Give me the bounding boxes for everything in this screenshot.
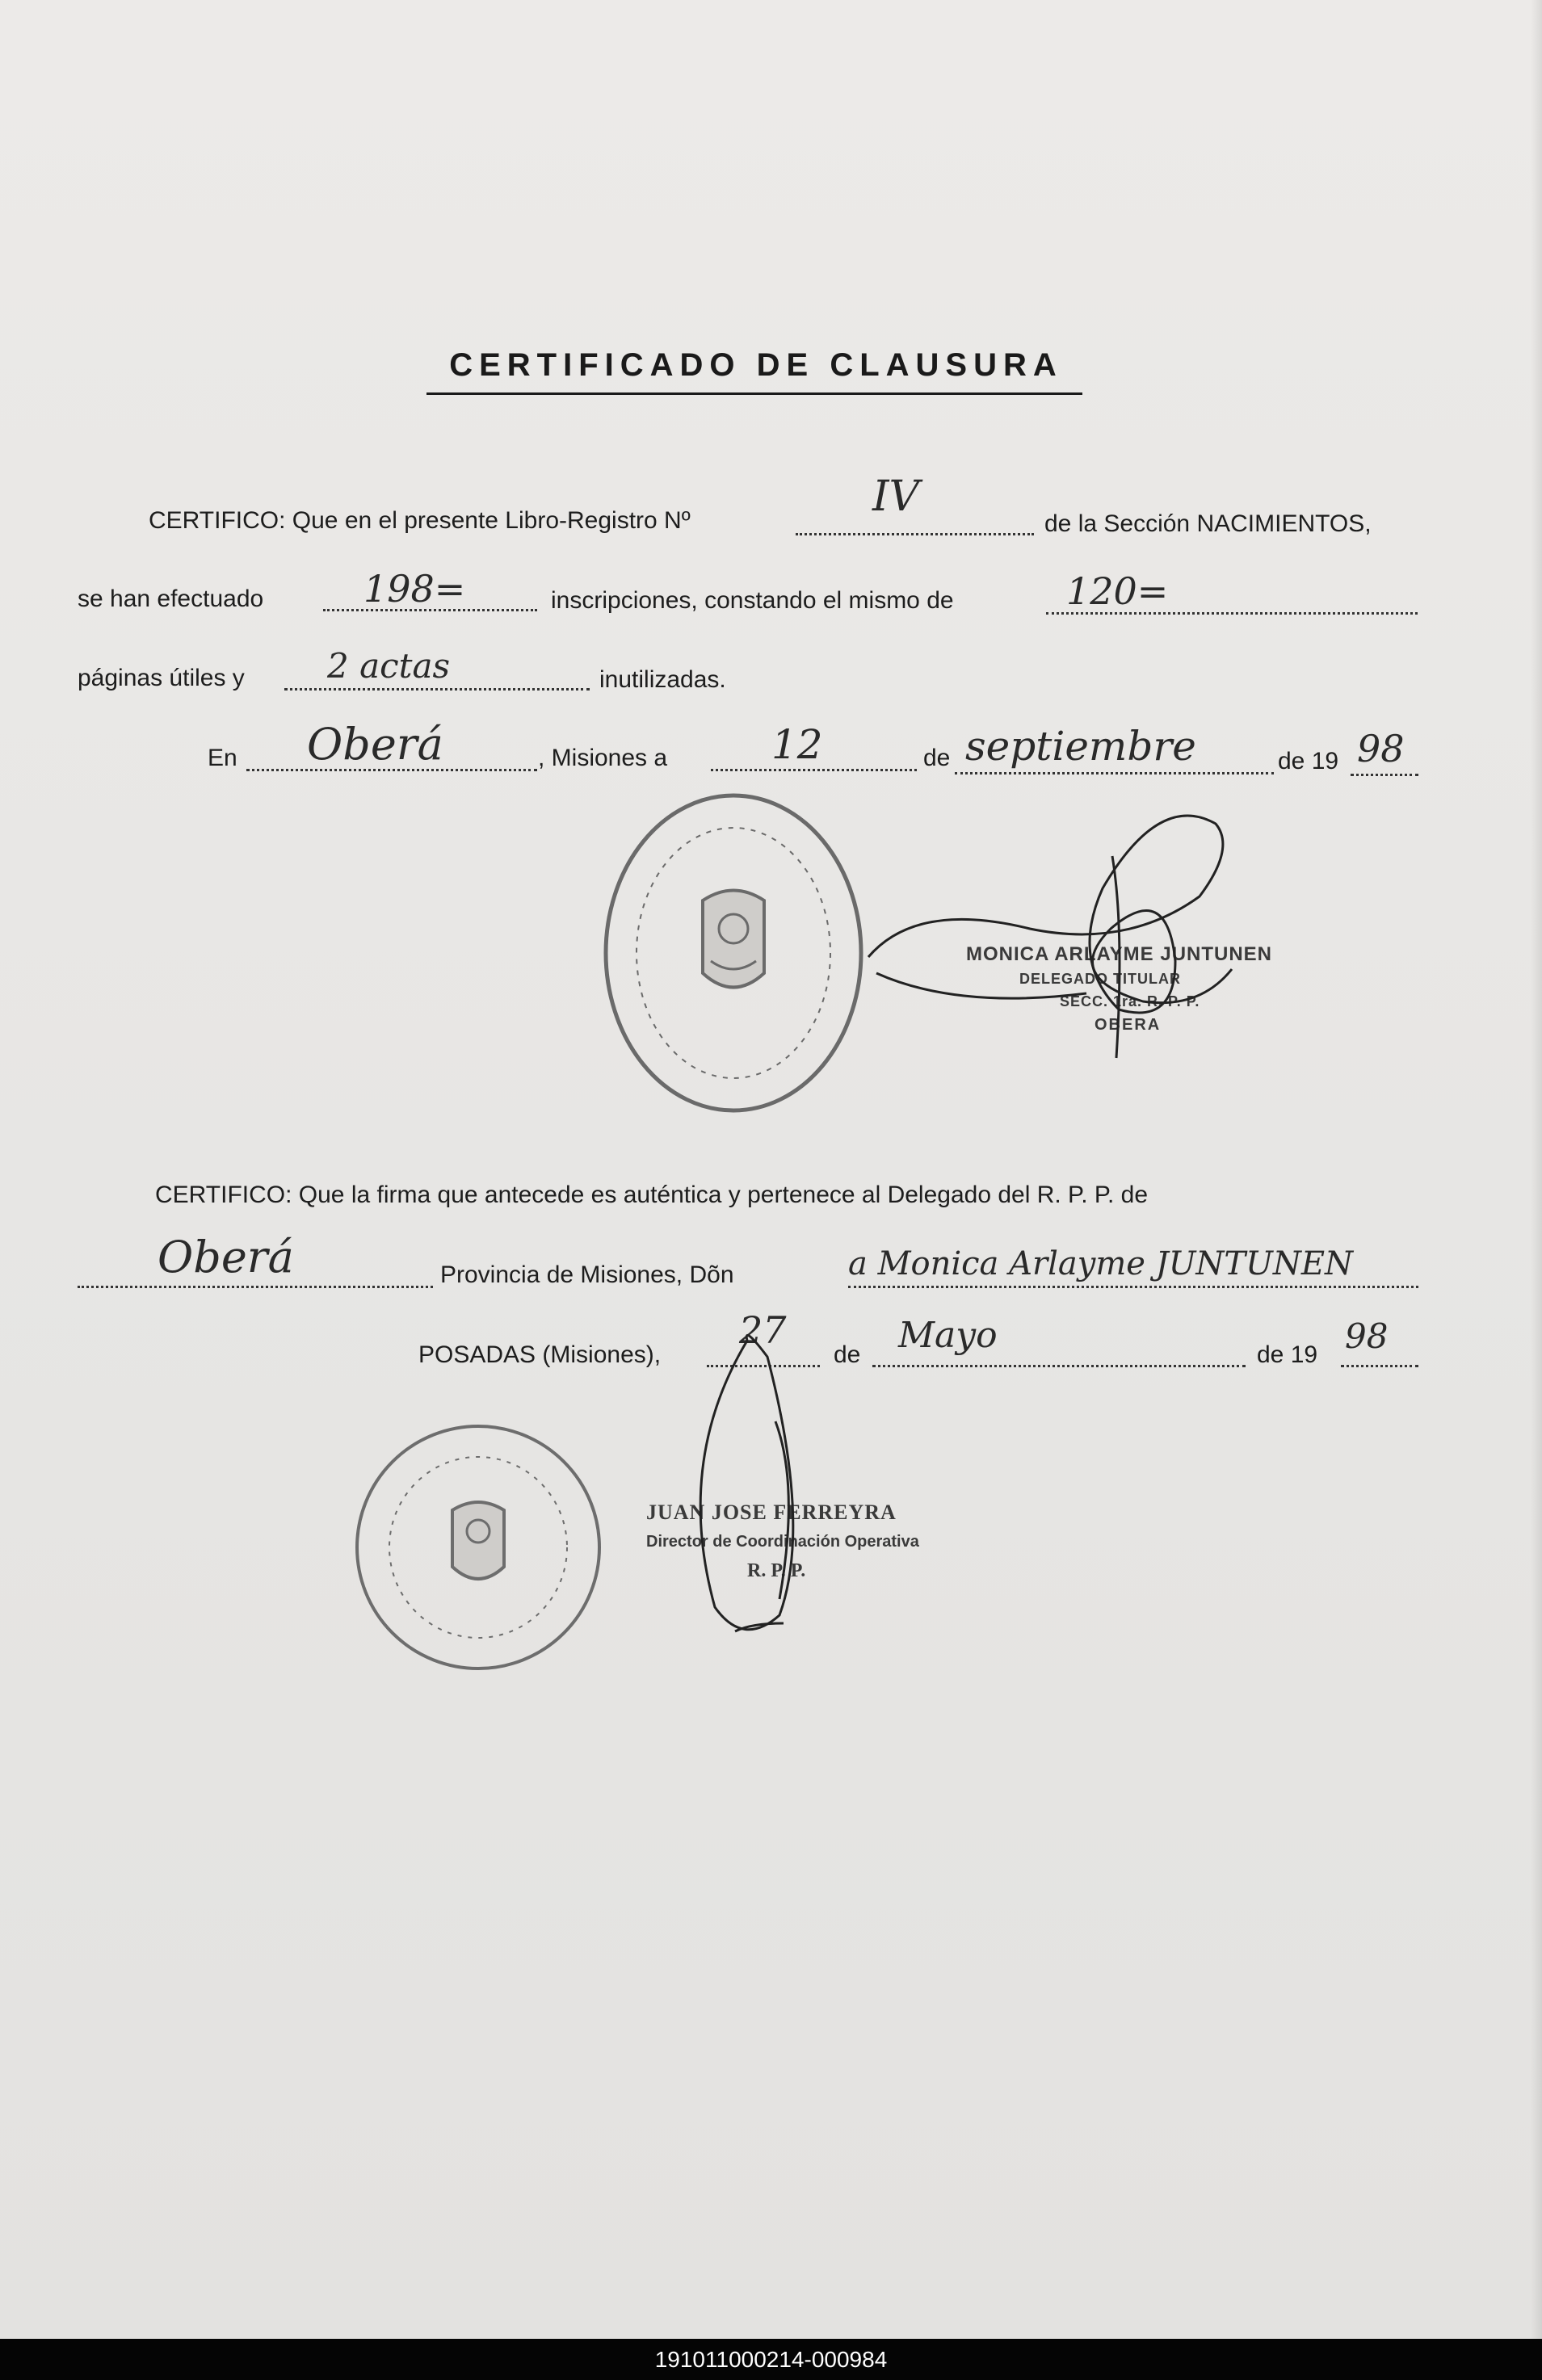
s2-line3-posadas: POSADAS (Misiones), — [418, 1341, 662, 1368]
s1-inscriptions: 198= — [363, 567, 466, 611]
seal-1 — [606, 795, 861, 1110]
s1-city: Oberá — [307, 719, 443, 770]
s1-day: 12 — [771, 721, 823, 768]
s2-line3-de: de — [834, 1341, 861, 1368]
s1-year: 98 — [1357, 727, 1405, 770]
s2-name: a Monica Arlayme JUNTUNEN — [848, 1245, 1354, 1282]
s1-month: septiembre — [965, 723, 1196, 770]
stamp1-name: MONICA ARLAYME JUNTUNEN — [966, 943, 1273, 965]
stamp1-office: SECC. 1ra. R. P. P. — [1060, 993, 1200, 1010]
s1-line4-misiones: , Misiones a — [538, 745, 668, 771]
s1-line3-suffix: inutilizadas. — [599, 666, 726, 693]
stamp1-place: OBERA — [1095, 1016, 1162, 1034]
s1-line3-prefix: páginas útiles y — [78, 665, 245, 691]
signature-1 — [868, 816, 1232, 1058]
s2-month: Mayo — [898, 1315, 998, 1356]
s2-city: Oberá — [158, 1232, 294, 1282]
s1-line4-de: de — [923, 745, 951, 771]
s1-line4-en: En — [208, 745, 237, 771]
s2-day: 27 — [739, 1308, 787, 1352]
s1-line2-prefix: se han efectuado — [78, 586, 264, 612]
document-id-footer: 191011000214-000984 — [0, 2339, 1542, 2380]
s1-book-number: IV — [872, 472, 920, 521]
stamp2-role: Director de Coordinación Operativa — [646, 1533, 919, 1551]
stamp2-office: R. P. P. — [747, 1560, 806, 1581]
s1-line1-prefix: CERTIFICO: Que en el presente Libro-Registro Nº — [149, 507, 691, 534]
stamp1-role: DELEGADO TITULAR — [1019, 971, 1181, 987]
stamp2-name: JUAN JOSE FERREYRA — [646, 1501, 897, 1524]
document-title: CERTIFICADO DE CLAUSURA — [449, 347, 1063, 383]
signature-2 — [700, 1335, 793, 1631]
seal-2 — [357, 1426, 599, 1669]
s2-year: 98 — [1345, 1316, 1389, 1356]
s2-line2-provincia: Provincia de Misiones, Dõn — [440, 1261, 734, 1288]
s2-line1: CERTIFICO: Que la firma que antecede es auténtica y pertenece al Delegado del R. P. P. de — [155, 1182, 1149, 1208]
s1-pages: 120= — [1066, 569, 1169, 613]
s1-voided: 2 actas — [327, 646, 451, 686]
s1-line4-year-prefix: de 19 — [1278, 748, 1339, 774]
s1-line2-middle: inscripciones, constando el mismo de — [551, 587, 954, 614]
s1-line1-suffix: de la Sección NACIMIENTOS, — [1044, 510, 1372, 537]
s2-line3-year-prefix: de 19 — [1257, 1341, 1318, 1368]
